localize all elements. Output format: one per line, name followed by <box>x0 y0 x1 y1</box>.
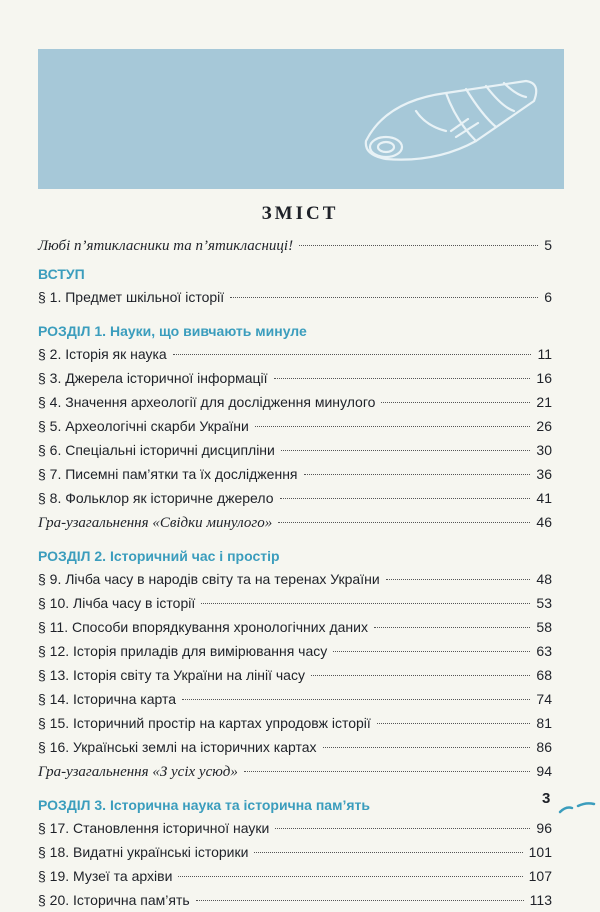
leader-dots <box>386 579 531 580</box>
toc-entry-page: 74 <box>536 691 552 707</box>
leader-dots <box>196 900 524 901</box>
toc-entry-text: § 12. Історія приладів для вимірювання часу <box>38 643 328 659</box>
leader-dots <box>275 828 530 829</box>
toc-entry-text: § 7. Писемні пам’ятки та їх дослідження <box>38 466 298 482</box>
toc-entry[interactable] <box>38 711 552 735</box>
toc-entry-page: 30 <box>536 442 552 458</box>
leader-dots <box>230 297 538 298</box>
leader-dots <box>311 675 530 676</box>
toc-entry[interactable] <box>38 816 552 840</box>
toc-entry-text: § 18. Видатні українські історики <box>38 844 249 860</box>
section-heading-vstup: ВСТУП <box>38 266 85 282</box>
section-label: РОЗДІЛ 1. <box>38 323 107 339</box>
toc-entry-page: 36 <box>536 466 552 482</box>
toc-entry[interactable] <box>38 663 552 687</box>
toc-entry-page: 26 <box>536 418 552 434</box>
toc-entry[interactable] <box>38 342 552 366</box>
toc-entry-text: § 17. Становлення історичної науки <box>38 820 270 836</box>
toc-entry-page: 21 <box>536 394 552 410</box>
toc-entry[interactable] <box>38 735 552 759</box>
scroll-icon <box>356 71 546 171</box>
section-title: Науки, що вивчають минуле <box>109 323 307 339</box>
leader-dots <box>323 747 531 748</box>
section-title: Історичний час і простір <box>109 548 280 564</box>
toc-entry-text: § 6. Спеціальні історичні дисципліни <box>38 442 275 458</box>
toc-entry-page: 48 <box>536 571 552 587</box>
leader-dots <box>173 354 532 355</box>
toc-entry-page: 53 <box>536 595 552 611</box>
toc-entry[interactable] <box>38 687 552 711</box>
leader-dots <box>178 876 522 877</box>
toc-entry[interactable] <box>38 486 552 510</box>
toc-entry-text: § 20. Історична пам’ять <box>38 892 190 908</box>
leader-dots <box>182 699 530 700</box>
toc-entry[interactable] <box>38 888 552 912</box>
leader-dots <box>255 426 531 427</box>
toc-entry[interactable] <box>38 840 552 864</box>
toc-entry-text: § 5. Археологічні скарби України <box>38 418 249 434</box>
toc-entry-text: § 14. Історична карта <box>38 691 177 707</box>
toc-entry-page: 68 <box>536 667 552 683</box>
leader-dots <box>333 651 530 652</box>
section-heading-3 <box>38 794 552 816</box>
toc-entry-page: 11 <box>537 346 552 362</box>
toc-entry-text: § 11. Способи впорядкування хронологічних даних <box>38 619 368 635</box>
toc-entry-intro[interactable] <box>38 233 552 257</box>
toc-entry-text: § 9. Лічба часу в народів світу та на теренах України <box>38 571 380 587</box>
toc-entry[interactable] <box>38 285 552 309</box>
leader-dots <box>281 450 531 451</box>
leader-dots <box>201 603 530 604</box>
toc-entry-page: 46 <box>536 514 552 530</box>
toc-entry[interactable] <box>38 864 552 888</box>
toc-entry[interactable] <box>38 438 552 462</box>
section-label: РОЗДІЛ 3. <box>38 797 107 813</box>
toc-entry-text: § 1. Предмет шкільної історії <box>38 289 225 305</box>
table-of-contents <box>38 233 552 912</box>
page-title: ЗМІСТ <box>261 203 339 224</box>
toc-entry[interactable] <box>38 366 552 390</box>
leader-dots <box>299 245 538 246</box>
toc-entry-page: 5 <box>544 237 552 253</box>
header-banner <box>38 49 564 189</box>
toc-entry-text: Гра-узагальнення «З усіх усюд» <box>38 764 238 780</box>
toc-entry-page: 107 <box>528 868 552 884</box>
toc-entry-summary[interactable] <box>38 759 552 783</box>
toc-entry-page: 81 <box>536 715 552 731</box>
leader-dots <box>278 522 530 523</box>
toc-entry-page: 86 <box>536 739 552 755</box>
toc-entry[interactable] <box>38 639 552 663</box>
toc-entry[interactable] <box>38 567 552 591</box>
toc-entry-text: § 8. Фольклор як історичне джерело <box>38 490 274 506</box>
toc-entry-text: § 16. Українські землі на історичних картах <box>38 739 317 755</box>
toc-entry-text: § 15. Історичний простір на картах упродовж історії <box>38 715 371 731</box>
toc-entry-text: § 4. Значення археології для дослідження минулого <box>38 394 376 410</box>
toc-entry-page: 58 <box>536 619 552 635</box>
leader-dots <box>280 498 531 499</box>
section-label: РОЗДІЛ 2. <box>38 548 107 564</box>
toc-entry[interactable] <box>38 462 552 486</box>
toc-entry-page: 101 <box>528 844 552 860</box>
page-number: 3 <box>542 790 551 807</box>
toc-entry-text: § 19. Музеї та архіви <box>38 868 173 884</box>
toc-entry-page: 113 <box>529 892 552 908</box>
toc-entry-page: 63 <box>536 643 552 659</box>
toc-entry-page: 16 <box>536 370 552 386</box>
leader-dots <box>381 402 530 403</box>
decorative-dashes-icon <box>558 796 598 816</box>
toc-entry-text: Любі п’ятикласники та п’ятикласниці! <box>38 238 294 254</box>
toc-entry-page: 6 <box>544 289 552 305</box>
leader-dots <box>374 627 530 628</box>
leader-dots <box>244 771 531 772</box>
toc-entry-page: 41 <box>536 490 552 506</box>
toc-entry[interactable] <box>38 615 552 639</box>
toc-entry-page: 94 <box>536 763 552 779</box>
toc-entry[interactable] <box>38 591 552 615</box>
toc-entry-text: Гра-узагальнення «Свідки минулого» <box>38 515 273 531</box>
section-heading-2 <box>38 545 552 567</box>
leader-dots <box>304 474 531 475</box>
leader-dots <box>377 723 531 724</box>
toc-entry-text: § 2. Історія як наука <box>38 346 167 362</box>
toc-entry-text: § 10. Лічба часу в історії <box>38 595 196 611</box>
toc-entry-summary[interactable] <box>38 510 552 534</box>
section-heading-1 <box>38 320 552 342</box>
leader-dots <box>274 378 531 379</box>
leader-dots <box>254 852 522 853</box>
toc-entry[interactable] <box>38 390 552 414</box>
section-title: Історична наука та історична пам’ять <box>109 797 370 813</box>
toc-entry-text: § 13. Історія світу та України на лінії часу <box>38 667 305 683</box>
toc-entry-page: 96 <box>536 820 552 836</box>
toc-entry-text: § 3. Джерела історичної інформації <box>38 370 268 386</box>
toc-entry[interactable] <box>38 414 552 438</box>
